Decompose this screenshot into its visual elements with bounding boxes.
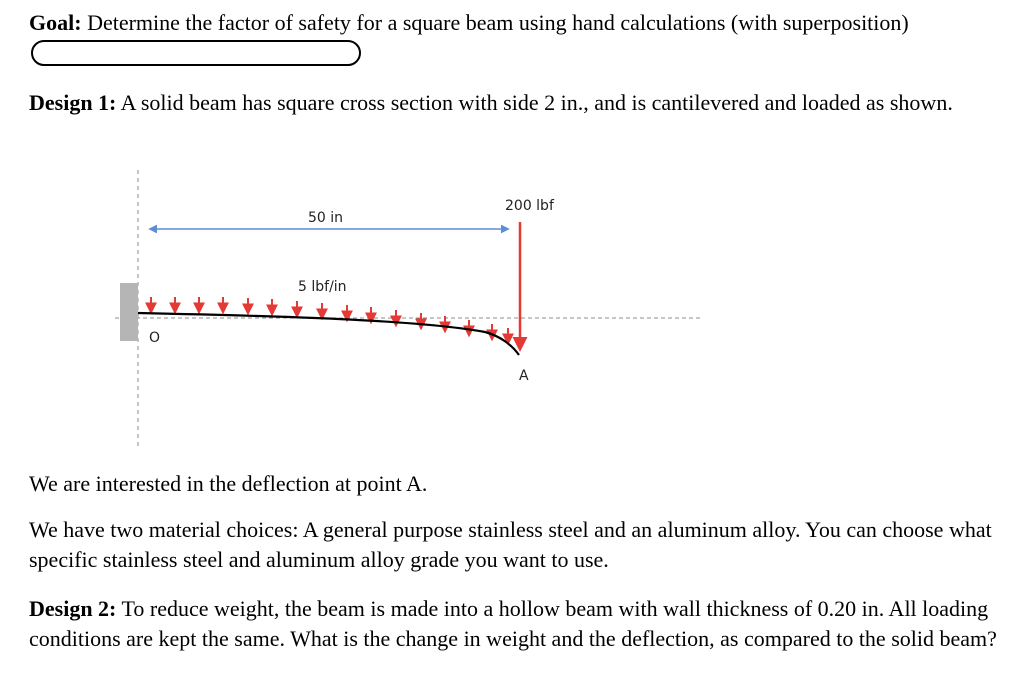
goal-heading: Goal:: [29, 10, 82, 35]
fixed-wall: [120, 283, 138, 341]
materials-paragraph: We have two material choices: A general purpose stainless steel and an aluminum alloy. You can choose what specific stainless steel and aluminum alloy grade you want to use.: [29, 517, 992, 572]
distributed-load-arrows: [151, 297, 508, 343]
design2-paragraph: [29, 594, 1019, 654]
point-load-label: 200 lbf: [505, 198, 554, 214]
design2-text: To reduce weight, the beam is made into a hollow beam with wall thickness of 0.20 in. All loading conditions are kept the same. What is the change in weight and the deflection, as compared to the solid beam?: [29, 596, 997, 651]
design1-heading: Design 1:: [29, 90, 117, 115]
origin-label: O: [149, 330, 161, 346]
goal-text: Determine the factor of safety for a square beam using hand calculations (with superposition): [81, 10, 909, 35]
design2-heading: Design 2:: [29, 596, 117, 621]
design1-text: A solid beam has square cross section with side 2 in., and is cantilevered and loaded as shown.: [116, 90, 953, 115]
deflected-beam: [138, 313, 519, 355]
interest-paragraph: We are interested in the deflection at point A.: [29, 471, 428, 496]
length-label: 50 in: [308, 210, 344, 226]
distributed-load-label: 5 lbf/in: [298, 279, 347, 295]
point-a-label: A: [519, 368, 529, 384]
